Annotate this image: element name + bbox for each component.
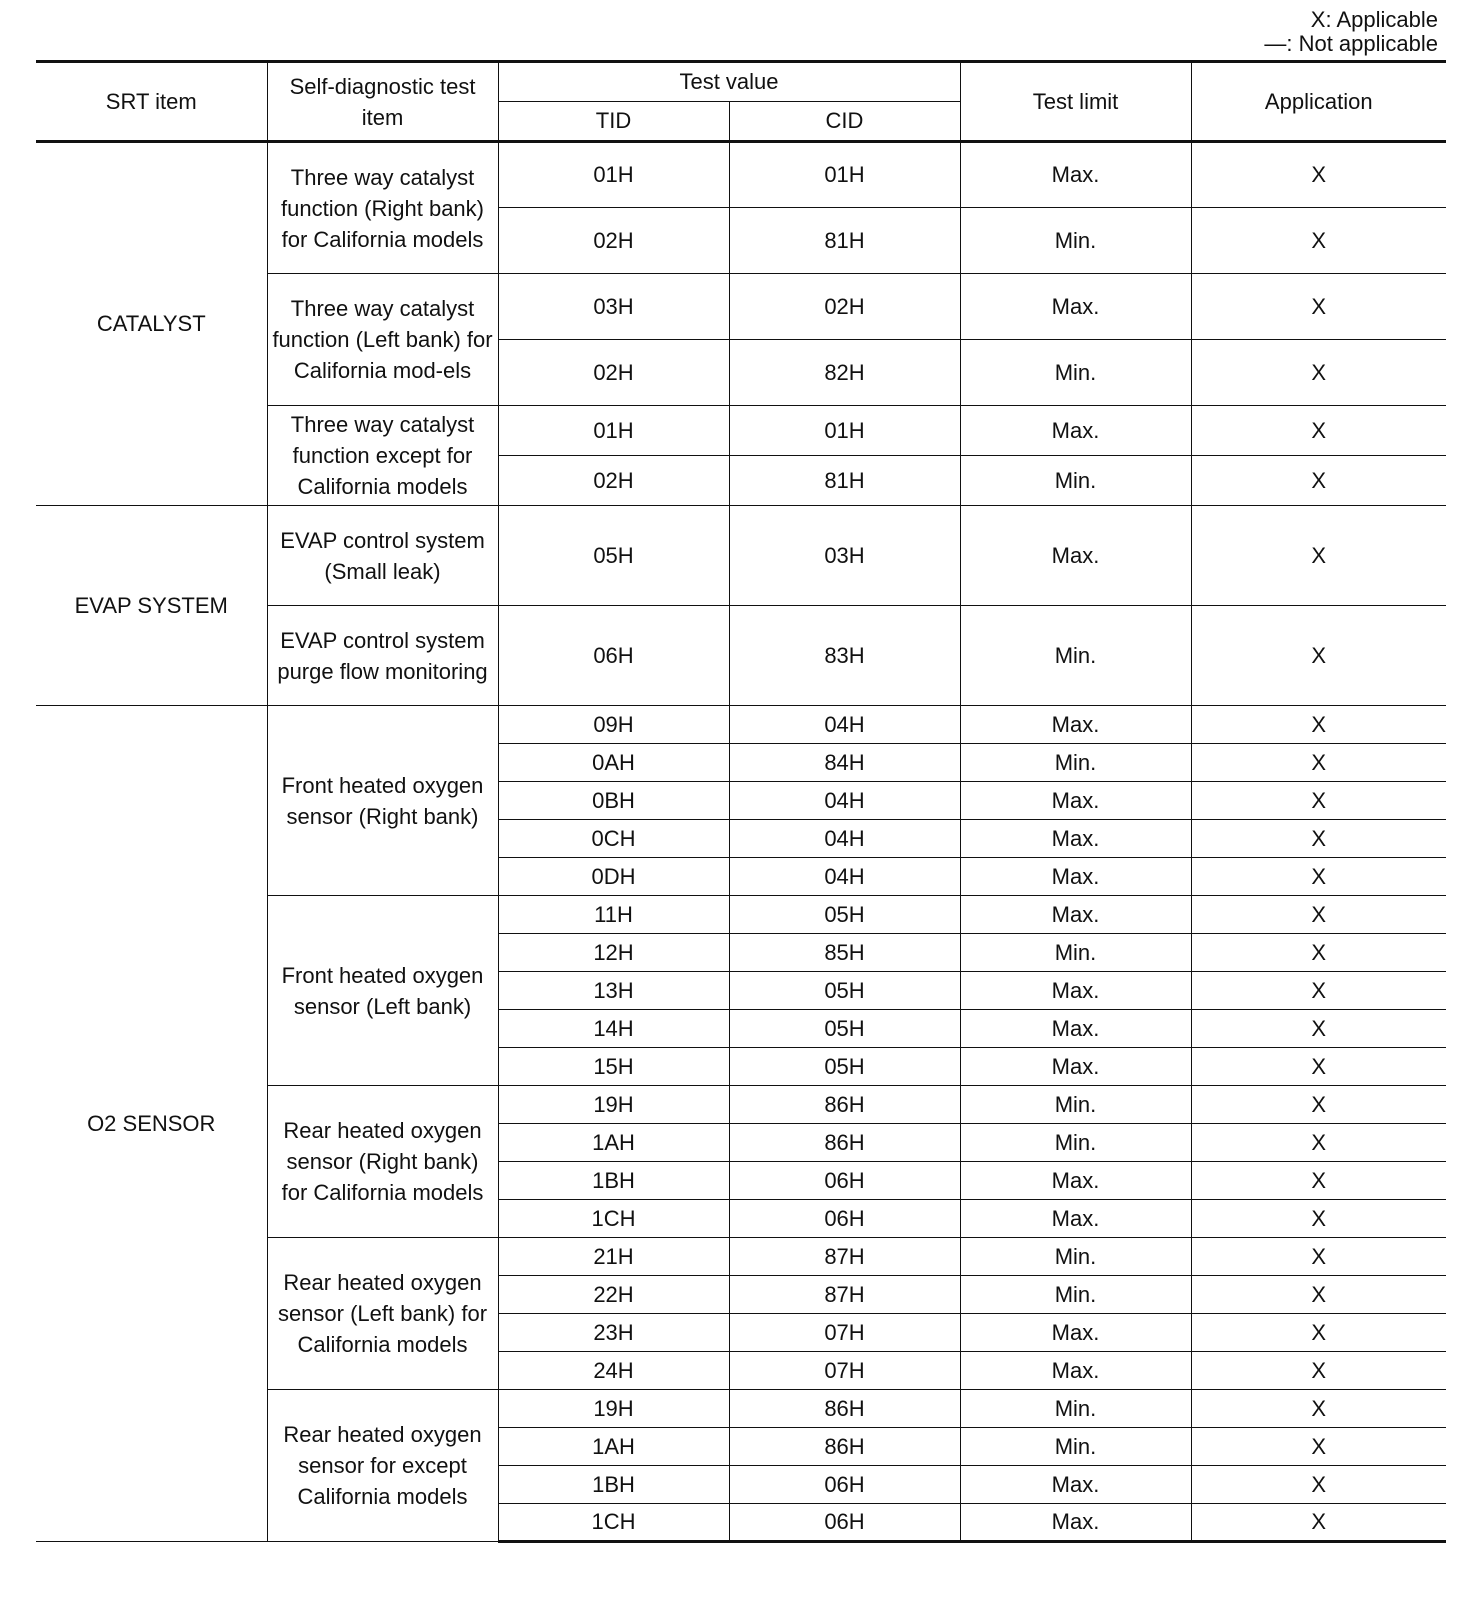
cid-cell: 87H xyxy=(729,1238,960,1276)
cid-cell: 02H xyxy=(729,274,960,340)
test-limit-cell: Max. xyxy=(960,1314,1191,1352)
tid-cell: 19H xyxy=(498,1390,729,1428)
cid-cell: 84H xyxy=(729,744,960,782)
table-header xyxy=(36,62,1446,142)
application-cell: X xyxy=(1191,782,1446,820)
srt-table xyxy=(36,60,1446,1543)
cid-cell: 06H xyxy=(729,1504,960,1542)
cid-cell: 06H xyxy=(729,1162,960,1200)
cid-cell: 86H xyxy=(729,1390,960,1428)
application-cell: X xyxy=(1191,606,1446,706)
cid-cell: 04H xyxy=(729,782,960,820)
srt-item-cell: EVAP SYSTEM xyxy=(36,506,267,706)
tid-cell: 1CH xyxy=(498,1504,729,1542)
test-limit-cell: Max. xyxy=(960,896,1191,934)
application-cell: X xyxy=(1191,506,1446,606)
application-cell: X xyxy=(1191,340,1446,406)
test-limit-cell: Max. xyxy=(960,706,1191,744)
application-cell: X xyxy=(1191,934,1446,972)
tid-cell: 0BH xyxy=(498,782,729,820)
tid-cell: 02H xyxy=(498,340,729,406)
tid-cell: 24H xyxy=(498,1352,729,1390)
test-limit-cell: Min. xyxy=(960,208,1191,274)
test-limit-cell: Min. xyxy=(960,1428,1191,1466)
tid-cell: 12H xyxy=(498,934,729,972)
table-row xyxy=(36,706,1446,744)
application-cell: X xyxy=(1191,1200,1446,1238)
cid-cell: 04H xyxy=(729,858,960,896)
application-cell: X xyxy=(1191,1238,1446,1276)
cid-cell: 05H xyxy=(729,1010,960,1048)
srt-item-cell: O2 SENSOR xyxy=(36,706,267,1542)
application-cell: X xyxy=(1191,858,1446,896)
cid-cell: 05H xyxy=(729,972,960,1010)
col-self-diagnostic: Self-diagnostic test item xyxy=(267,62,498,142)
tid-cell: 0DH xyxy=(498,858,729,896)
test-limit-cell: Max. xyxy=(960,1162,1191,1200)
application-cell: X xyxy=(1191,1124,1446,1162)
test-limit-cell: Max. xyxy=(960,1200,1191,1238)
tid-cell: 1BH xyxy=(498,1162,729,1200)
col-application: Application xyxy=(1191,62,1446,142)
tid-cell: 15H xyxy=(498,1048,729,1086)
test-limit-cell: Max. xyxy=(960,858,1191,896)
self-diagnostic-item-cell: Rear heated oxygen sensor (Right bank) for California models xyxy=(267,1086,498,1238)
cid-cell: 01H xyxy=(729,406,960,456)
self-diagnostic-item-cell: Front heated oxygen sensor (Left bank) xyxy=(267,896,498,1086)
application-cell: X xyxy=(1191,1010,1446,1048)
application-cell: X xyxy=(1191,274,1446,340)
cid-cell: 83H xyxy=(729,606,960,706)
col-test-value: Test value xyxy=(498,62,960,102)
application-cell: X xyxy=(1191,1314,1446,1352)
application-cell: X xyxy=(1191,456,1446,506)
cid-cell: 06H xyxy=(729,1200,960,1238)
tid-cell: 11H xyxy=(498,896,729,934)
self-diagnostic-item-cell: EVAP control system (Small leak) xyxy=(267,506,498,606)
self-diagnostic-item-cell: Rear heated oxygen sensor (Left bank) for California models xyxy=(267,1238,498,1390)
test-limit-cell: Max. xyxy=(960,820,1191,858)
cid-cell: 81H xyxy=(729,456,960,506)
cid-cell: 03H xyxy=(729,506,960,606)
application-cell: X xyxy=(1191,142,1446,208)
self-diagnostic-item-cell: Three way catalyst function except for California models xyxy=(267,406,498,506)
tid-cell: 06H xyxy=(498,606,729,706)
table-row xyxy=(36,142,1446,208)
test-limit-cell: Min. xyxy=(960,934,1191,972)
cid-cell: 85H xyxy=(729,934,960,972)
col-tid: TID xyxy=(498,102,729,142)
test-limit-cell: Min. xyxy=(960,1390,1191,1428)
test-limit-cell: Max. xyxy=(960,972,1191,1010)
application-cell: X xyxy=(1191,208,1446,274)
tid-cell: 02H xyxy=(498,456,729,506)
application-cell: X xyxy=(1191,744,1446,782)
tid-cell: 21H xyxy=(498,1238,729,1276)
test-limit-cell: Min. xyxy=(960,1238,1191,1276)
table-row xyxy=(36,506,1446,606)
self-diagnostic-item-cell: Three way catalyst function (Left bank) for California mod-els xyxy=(267,274,498,406)
tid-cell: 14H xyxy=(498,1010,729,1048)
tid-cell: 02H xyxy=(498,208,729,274)
legend-not-applicable: —: Not applicable xyxy=(1264,31,1438,56)
test-limit-cell: Min. xyxy=(960,456,1191,506)
col-srt-item: SRT item xyxy=(36,62,267,142)
test-limit-cell: Max. xyxy=(960,1048,1191,1086)
tid-cell: 1CH xyxy=(498,1200,729,1238)
cid-cell: 82H xyxy=(729,340,960,406)
cid-cell: 86H xyxy=(729,1124,960,1162)
tid-cell: 0AH xyxy=(498,744,729,782)
test-limit-cell: Min. xyxy=(960,1086,1191,1124)
cid-cell: 86H xyxy=(729,1428,960,1466)
test-limit-cell: Max. xyxy=(960,1010,1191,1048)
tid-cell: 1AH xyxy=(498,1124,729,1162)
test-limit-cell: Max. xyxy=(960,142,1191,208)
table-body xyxy=(36,142,1446,1542)
application-cell: X xyxy=(1191,820,1446,858)
application-cell: X xyxy=(1191,706,1446,744)
tid-cell: 05H xyxy=(498,506,729,606)
legend-applicable: X: Applicable xyxy=(1310,7,1438,32)
cid-cell: 07H xyxy=(729,1314,960,1352)
tid-cell: 09H xyxy=(498,706,729,744)
self-diagnostic-item-cell: Rear heated oxygen sensor for except California models xyxy=(267,1390,498,1542)
test-limit-cell: Max. xyxy=(960,274,1191,340)
application-cell: X xyxy=(1191,896,1446,934)
cid-cell: 81H xyxy=(729,208,960,274)
application-cell: X xyxy=(1191,1086,1446,1124)
tid-cell: 0CH xyxy=(498,820,729,858)
test-limit-cell: Max. xyxy=(960,1352,1191,1390)
test-limit-cell: Max. xyxy=(960,1466,1191,1504)
application-cell: X xyxy=(1191,1048,1446,1086)
cid-cell: 04H xyxy=(729,706,960,744)
self-diagnostic-item-cell: Front heated oxygen sensor (Right bank) xyxy=(267,706,498,896)
application-cell: X xyxy=(1191,1276,1446,1314)
tid-cell: 22H xyxy=(498,1276,729,1314)
cid-cell: 87H xyxy=(729,1276,960,1314)
col-test-limit: Test limit xyxy=(960,62,1191,142)
srt-item-cell: CATALYST xyxy=(36,142,267,506)
application-cell: X xyxy=(1191,406,1446,456)
cid-cell: 07H xyxy=(729,1352,960,1390)
cid-cell: 05H xyxy=(729,896,960,934)
test-limit-cell: Min. xyxy=(960,606,1191,706)
self-diagnostic-item-cell: EVAP control system purge flow monitoring xyxy=(267,606,498,706)
col-cid: CID xyxy=(729,102,960,142)
test-limit-cell: Max. xyxy=(960,1504,1191,1542)
application-cell: X xyxy=(1191,1390,1446,1428)
tid-cell: 19H xyxy=(498,1086,729,1124)
legend xyxy=(1264,8,1438,56)
tid-cell: 1BH xyxy=(498,1466,729,1504)
test-limit-cell: Min. xyxy=(960,340,1191,406)
tid-cell: 01H xyxy=(498,142,729,208)
test-limit-cell: Min. xyxy=(960,1124,1191,1162)
tid-cell: 23H xyxy=(498,1314,729,1352)
tid-cell: 03H xyxy=(498,274,729,340)
test-limit-cell: Min. xyxy=(960,744,1191,782)
application-cell: X xyxy=(1191,1162,1446,1200)
test-limit-cell: Min. xyxy=(960,1276,1191,1314)
test-limit-cell: Max. xyxy=(960,406,1191,456)
test-limit-cell: Max. xyxy=(960,506,1191,606)
tid-cell: 13H xyxy=(498,972,729,1010)
tid-cell: 1AH xyxy=(498,1428,729,1466)
cid-cell: 01H xyxy=(729,142,960,208)
application-cell: X xyxy=(1191,1466,1446,1504)
application-cell: X xyxy=(1191,1428,1446,1466)
cid-cell: 04H xyxy=(729,820,960,858)
test-limit-cell: Max. xyxy=(960,782,1191,820)
cid-cell: 06H xyxy=(729,1466,960,1504)
tid-cell: 01H xyxy=(498,406,729,456)
application-cell: X xyxy=(1191,1504,1446,1542)
cid-cell: 86H xyxy=(729,1086,960,1124)
cid-cell: 05H xyxy=(729,1048,960,1086)
self-diagnostic-item-cell: Three way catalyst function (Right bank) for California models xyxy=(267,142,498,274)
application-cell: X xyxy=(1191,1352,1446,1390)
application-cell: X xyxy=(1191,972,1446,1010)
